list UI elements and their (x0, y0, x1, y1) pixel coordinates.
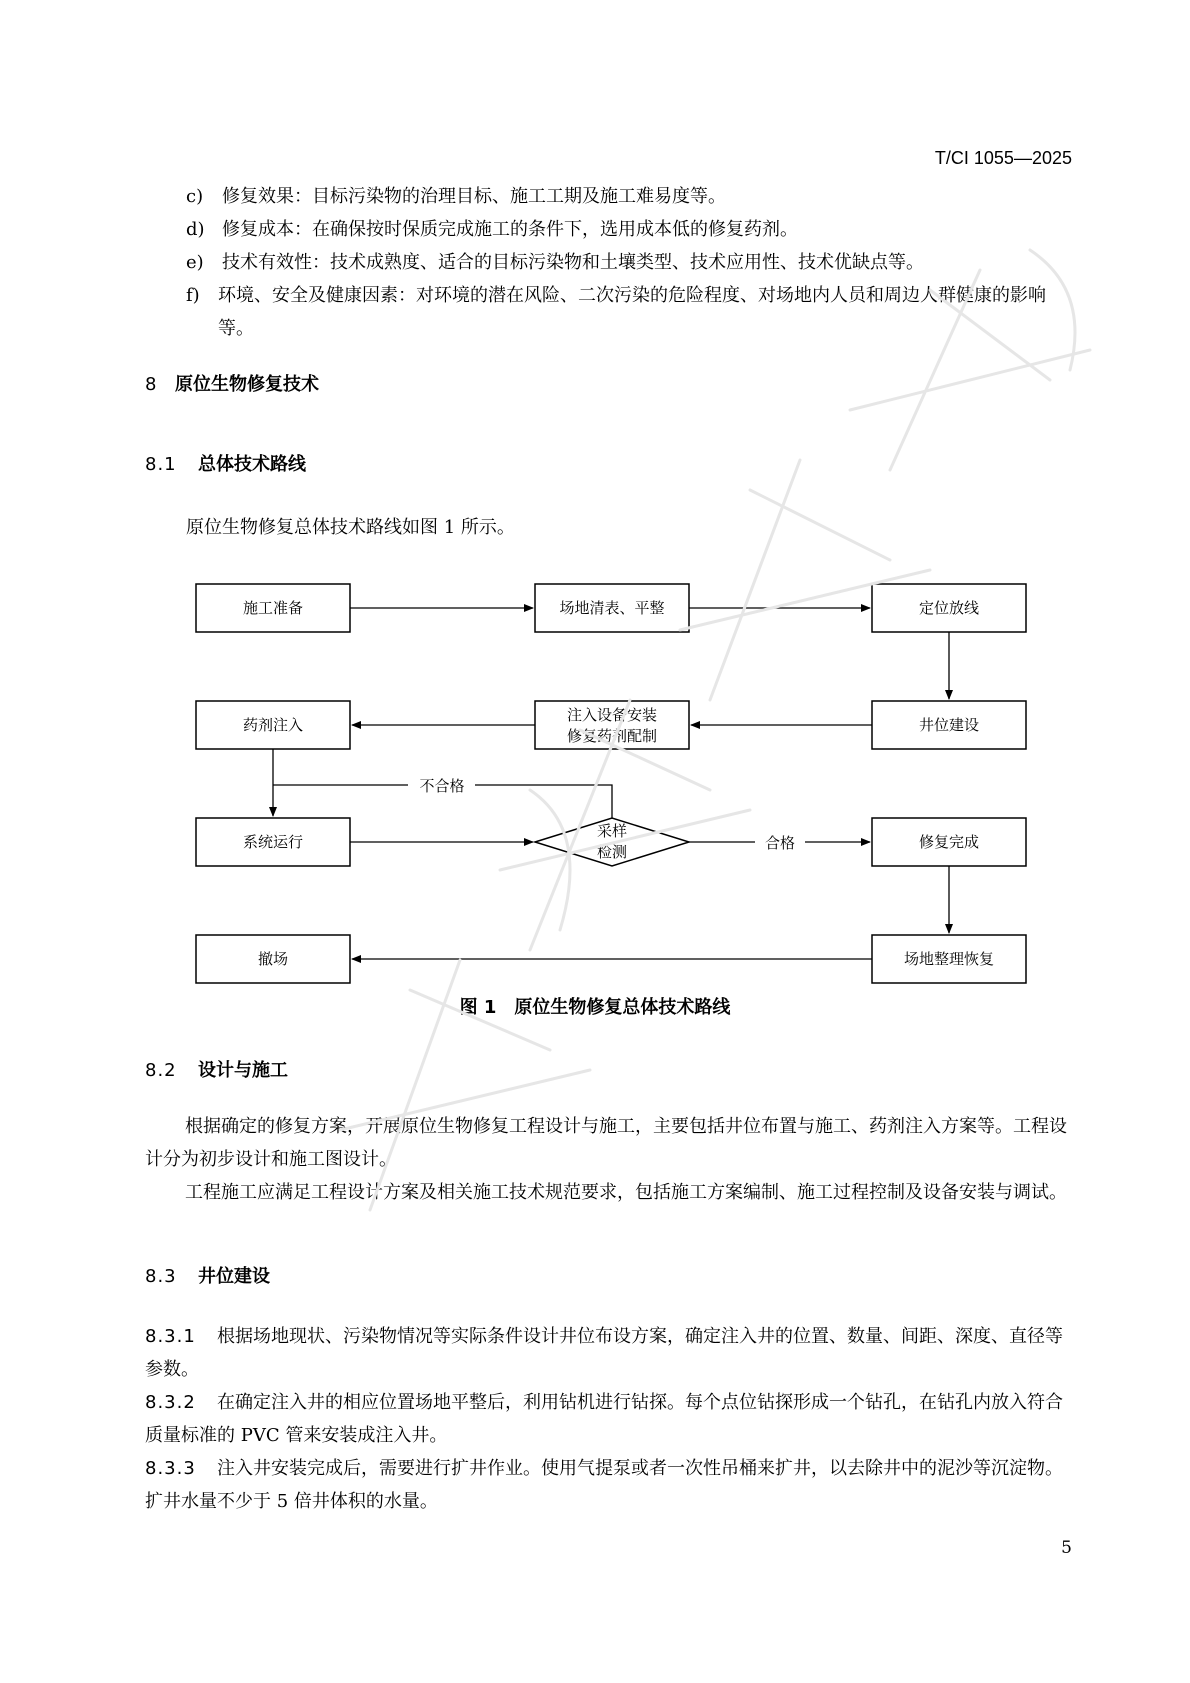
clause-8-3-3 (145, 1452, 1076, 1518)
figure-caption: 图 1 原位生物修复总体技术路线 (459, 997, 731, 1018)
section-title: 总体技术路线 (198, 454, 306, 475)
node-locate-label: 定位放线 (918, 599, 980, 617)
section-title: 设计与施工 (198, 1060, 288, 1081)
list-label: c) (186, 186, 204, 207)
clause-number: 8.3.3 (145, 1458, 196, 1479)
node-run-label: 系统运行 (242, 833, 304, 851)
section-8-2-heading (145, 1056, 288, 1082)
clause-number: 8.3.2 (145, 1392, 196, 1413)
list-label: f) (186, 285, 200, 306)
list-text: 修复效果：目标污染物的治理目标、施工工期及施工难易度等。 (222, 186, 726, 207)
list-label: d) (186, 219, 205, 240)
clause-text: 注入井安装完成后，需要进行扩井作业。使用气提泵或者一次性吊桶来扩井，以去除井中的泥沙等沉淀物。扩井水量不少于 5 倍井体积的水量。 (145, 1458, 1063, 1512)
node-clear-label: 场地清表、平整 (559, 599, 665, 617)
clause-8-3-1 (145, 1320, 1076, 1386)
clause-number: 8.3.1 (145, 1326, 196, 1347)
list-text: 技术有效性：技术成熟度、适合的目标污染物和土壤类型、技术应用性、技术优缺点等。 (222, 252, 924, 273)
node-restore-label: 场地整理恢复 (903, 950, 995, 968)
node-install-label-2: 修复药剂配制 (566, 727, 658, 745)
section-title: 井位建设 (198, 1266, 270, 1287)
node-prep-label: 施工准备 (242, 599, 304, 617)
list-text: 修复成本：在确保按时保质完成施工的条件下，选用成本低的修复药剂。 (222, 219, 798, 240)
node-done-label: 修复完成 (918, 833, 980, 851)
paragraph-design: 根据确定的修复方案，开展原位生物修复工程设计与施工，主要包括井位布置与施工、药剂注入方案等。工程设计分为初步设计和施工图设计。 (145, 1116, 1067, 1170)
document-id: T/CI 1055—2025 (934, 148, 1072, 168)
section-title: 原位生物修复技术 (175, 374, 319, 395)
section-number: 8.2 (145, 1060, 177, 1081)
clause-text: 在确定注入井的相应位置场地平整后，利用钻机进行钻探。每个点位钻探形成一个钻孔，在钻孔内放入符合质量标准的 PVC 管来安装成注入井。 (145, 1392, 1063, 1446)
clause-8-3-2 (145, 1386, 1076, 1452)
node-install-label-1: 注入设备安装 (566, 706, 658, 724)
node-well-label: 井位建设 (918, 716, 980, 734)
section-number: 8.3 (145, 1266, 177, 1287)
node-sample-label-1: 采样 (596, 822, 628, 840)
list-text: 环境、安全及健康因素：对环境的潜在风险、二次污染的危险程度、对场地内人员和周边人群健康的影响等。 (218, 285, 1046, 339)
section-number: 8.1 (145, 454, 177, 475)
list-label: e) (186, 252, 204, 273)
edge-fail-label: 不合格 (419, 777, 465, 795)
edge-pass-label: 合格 (764, 834, 796, 852)
figure-intro: 原位生物修复总体技术路线如图 1 所示。 (186, 517, 515, 538)
section-number: 8 (145, 374, 157, 395)
edge-fail-a (475, 785, 612, 818)
page-number: 5 (1061, 1538, 1072, 1558)
node-inject-label: 药剂注入 (242, 716, 304, 734)
paragraph-construction: 工程施工应满足工程设计方案及相关施工技术规范要求，包括施工方案编制、施工过程控制及设备安装与调试。 (185, 1182, 1067, 1203)
section-8-3-heading (145, 1262, 270, 1288)
clause-text: 根据场地现状、污染物情况等实际条件设计井位布设方案，确定注入井的位置、数量、间距、深度、直径等参数。 (145, 1326, 1063, 1380)
node-sample-label-2: 检测 (596, 843, 628, 861)
node-exit-label: 撤场 (257, 950, 289, 968)
